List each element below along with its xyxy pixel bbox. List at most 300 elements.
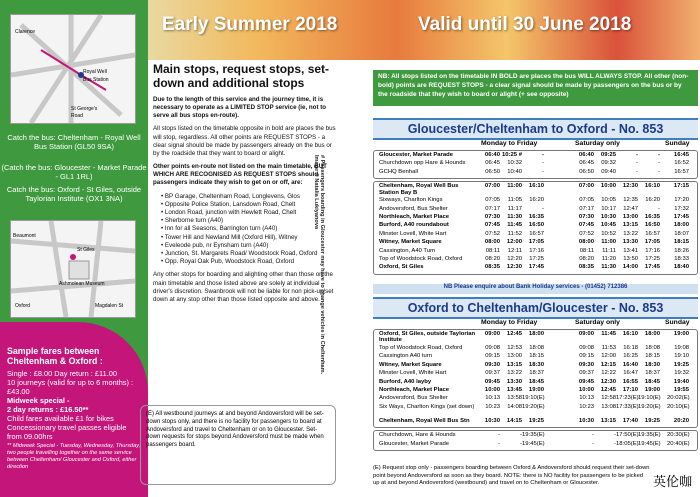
timetable-inbound [373,318,698,453]
time-cell: 16:57 [645,230,660,237]
oxford-map [10,220,136,318]
time-cell: 18:45 [644,378,660,385]
time-cell: 09:45 [578,378,594,385]
time-cell: 18:15 [645,353,660,360]
time-cell: 16:10 [622,331,638,337]
time-cell: 18:37 [645,370,660,377]
stop-name: Churchdown, Hare & Hounds [379,432,456,439]
time-cell: 07:30 [578,213,594,220]
vertical-line: # Passengers boarding in Gloucester may have to change vehicles in Cheltenham. [319,155,325,375]
stop-group [373,329,698,428]
time-cell: 06:40 [484,152,500,158]
time-cell: 19:20(E) [522,403,545,410]
table-row [374,256,697,264]
time-cell: 19:10(E) [522,395,545,402]
time-cell: 12:35 [623,197,638,204]
stop-name: Andoversford, Bus Shelter [379,395,448,402]
time-cell: 10:32 [507,160,522,167]
time-cell: 19:25 [644,417,660,424]
time-cell: 06:45 [579,160,594,167]
season-title: Early Summer 2018 [162,14,338,35]
table-row [374,239,697,247]
time-cell: - [520,432,522,439]
time-cell: 17:50(E) [616,432,639,439]
time-cell: 09:40 [601,168,616,175]
table-row [374,379,697,387]
map-label: Beaumont [13,233,36,239]
table-row [374,231,697,239]
table-row [374,387,697,395]
time-cell: 16:25 [623,353,638,360]
time-cell: 08:00 [484,239,500,246]
stop-name: Burford, A40 layby [379,378,432,385]
time-cell: 16:50 [528,222,544,229]
time-cell: 18:00 [528,331,544,337]
time-cell: 07:45 [484,222,500,229]
stop-name: Cheltenham, Royal Well Bus Station Bay B [379,183,459,196]
time-cell: 10:00 [578,386,594,393]
time-cell: 06:40 [578,152,594,158]
time-cell: 19:00 [644,386,660,393]
time-cell: - [614,440,616,447]
time-cell: 19:10 [674,353,689,360]
time-cell: 09:37 [485,370,500,377]
time-cell: 20:20 [673,417,689,424]
time-cell: 18:33 [674,255,689,262]
time-cell: 09:08 [579,345,594,351]
time-cell: 17:40 [622,417,638,424]
request-stops-list [153,193,339,267]
time-cell: 16:10 [528,183,544,190]
time-cell: 17:16 [529,247,544,254]
cheltenham-stop-text: Catch the bus: Cheltenham - Royal Well Bus Station (GL50 9SA) [7,133,141,152]
time-cell: 11:52 [507,230,522,237]
map-label: Royal Well [83,69,107,75]
time-cell: 11:17 [507,205,522,212]
table-row [374,418,697,426]
driver-discretion: Any other stops for boarding and alighting other than those on the main timetable and those listed above are solely at individual driver's discretion. Swanbrook will not be liable for non pick-up/set down at any stop other than those listed opposite and above. [153,271,334,303]
time-cell: - [542,152,544,158]
time-cell: - [498,440,500,447]
table-row [374,214,697,222]
time-cell: 17:23(E) [616,395,639,402]
time-cell: 18:05(E) [616,440,639,447]
table-row [374,370,697,378]
time-cell: 09:45 [484,378,500,385]
time-cell: 10:30 [484,417,500,424]
time-cell: 17:15 [673,183,689,190]
timetable-outbound [373,139,698,277]
time-cell: 19:40 [673,378,689,385]
time-cell: 18:07 [674,230,689,237]
time-cell: 20:10(E) [667,403,690,410]
fare-line: Concessionary travel passes eligible from 09.00hrs [7,423,127,442]
time-cell: 08:20 [485,255,500,262]
time-cell: 14:00 [622,264,638,271]
time-cell: 09:08 [485,345,500,351]
time-cell: 12:00 [506,239,522,246]
oxford-stop-text: Catch the bus: Oxford - St Giles, outside Taylorian Institute (OX1 3NA) [6,185,142,204]
time-cell: 10:52 [601,230,616,237]
time-cell: 10:13 [485,395,500,402]
time-cell: 18:00 [644,331,660,337]
time-cell: 13:50 [623,255,638,262]
time-cell: - [542,160,544,167]
bank-holiday-note: NB Please enquire about Bank Holiday services - (01452) 712386 [373,284,698,294]
time-cell: 20:30(E) [667,432,690,439]
time-cell: 13:30 [622,239,638,246]
list-item: • Opposite Police Station, Lansdown Road, Chelt [161,201,339,209]
time-cell: 17:16 [645,247,660,254]
time-cell: 19:45(E) [638,440,661,447]
table-row [374,345,697,353]
time-cell: 18:26 [674,247,689,254]
time-cell: 13:00 [622,213,638,220]
time-cell: - [614,432,616,439]
time-cell: 13:15 [622,222,638,229]
time-cell: 17:25 [529,255,544,262]
list-item: • Tower Hill and Newland Mill (Oxford Hill), Witney [161,234,339,242]
time-cell: 11:45 [507,222,522,229]
time-cell: 13:22 [623,230,638,237]
table-row [374,441,697,449]
table-row [374,353,697,361]
stop-name: Top of Woodstock Road, Oxford [379,345,463,351]
time-cell: 18:30 [528,361,544,368]
time-cell: 16:52 [674,160,689,167]
time-cell: 09:00 [484,331,500,337]
time-cell: 17:05 [528,239,544,246]
time-cell: 12:53 [507,345,522,351]
time-cell: 12:47 [623,205,638,212]
time-cell: 10:23 [579,403,594,410]
time-cell: - [542,168,544,175]
vertical-note [313,155,325,415]
time-cell: - [636,160,638,167]
map-graphic [11,15,135,123]
list-item: • Sherborne turn (A40) [161,217,339,225]
time-cell: 16:45 [673,152,689,158]
time-cell: 13:45 [506,386,522,393]
time-cell: 16:57 [674,168,689,175]
time-cell: 12:45 [600,386,616,393]
table-row [374,183,697,197]
time-cell: 12:11 [507,247,522,254]
fare-footnote: ** Midweek Special - Tuesday, Wednesday, Thursday, two people travelling together on the same service between Cheltenham/ Gloucester and Oxford, either direction [7,443,141,470]
stops-bold-info: All stops listed on the timetable opposite in bold are places the bus will stop, regardless. All other points are REQUEST STOPS - a clear signal should be made by passengers already on the bus or by the roadside that they want to board or alight. [153,125,336,157]
time-cell: 10:23 [485,403,500,410]
time-cell: 07:05 [485,197,500,204]
time-cell: - [636,152,638,158]
time-cell: 08:11 [485,247,500,254]
time-cell: 17:45 [644,264,660,271]
time-cell: - [498,432,500,439]
westbound-note: (E) All westbound journeys at and beyond Andoversford will be set-down stops only, and there is no facility for passengers to board at Andoversford and travel to Cheltenham or on to Gloucester. Set-down requests for stops beyond Andoversford must be made when passengers board. [140,405,336,485]
time-cell: 13:30 [506,378,522,385]
time-cell: 19:08 [674,345,689,351]
time-cell: 17:33(E) [616,403,639,410]
table-row [374,264,697,272]
stop-group [373,430,698,451]
stop-name: Cheltenham, Royal Well Bus Stn [379,417,470,424]
stop-name: Oxford, St Giles, outside Taylorian Institute [379,331,476,344]
time-cell: 16:20 [645,197,660,204]
cheltenham-map [10,14,136,124]
time-cell: 06:45 [485,160,500,167]
vertical-credit: Image © Natalia Lukiyanova [313,155,319,230]
list-item: • Inn for all Seasons, Barrington turn (A40) [161,225,339,233]
time-cell: 16:35 [528,213,544,220]
time-cell: 17:20 [674,197,689,204]
time-cell: 07:17 [579,205,594,212]
stops-intro: Due to the length of this service and the journey time, it is necessary to operate as a LIMITED STOP service (ie, not to serve all bus stops en-route). [153,95,327,120]
time-cell: 20:02(E) [667,395,690,402]
time-cell: 13:41 [623,247,638,254]
request-stop-note: (E) Request stop only - passengers boarding between Oxford & Andoversford should request their set-down point beyond Andoversford as soon as they board. NOTE: there is NO facility for passengers to be picked up at and beyond Andoversford (westbound) and travel on to Cheltenham or Gloucester. [373,465,650,487]
map-graphic [11,221,135,317]
time-cell: 19:35(E) [522,432,545,439]
stop-name: Northleach, Market Place [379,213,450,220]
time-cell: 12:30 [506,264,522,271]
col-sunday: Sunday [665,140,690,147]
time-cell: 17:10 [622,386,638,393]
map-label: Oxford [15,303,31,309]
time-cell: 18:15 [529,353,544,360]
map-label: Bus Station [83,77,109,83]
table-row [374,432,697,440]
time-cell: 09:25 [600,152,616,158]
map-label: Road [71,113,83,119]
time-cell: 10:30 [578,417,594,424]
stop-name: Andoversford, Bus Shelter [379,205,448,212]
stop-name: Churchdown opp Hare & Hounds [379,160,466,167]
time-cell: 19:10(E) [638,395,661,402]
validity-title: Valid until 30 June 2018 [418,14,632,35]
time-cell: 11:20 [601,255,616,262]
col-sunday: Sunday [665,319,690,326]
time-cell: - [658,168,660,175]
table-row [374,169,697,177]
time-cell: 13:22 [507,370,522,377]
time-cell: - [658,152,660,158]
time-cell: 16:10 [644,183,660,190]
column-headers [373,139,698,150]
time-cell: 19:45(E) [522,440,545,447]
time-cell: 16:55 [622,378,638,385]
time-cell: 07:05 [579,197,594,204]
stop-name: Northleach, Market Place [379,386,450,393]
time-cell: 12:30 [600,378,616,385]
time-cell: 19:25 [528,417,544,424]
col-saturday: Saturday only [575,140,620,147]
time-cell: 13:08 [601,403,616,410]
time-cell: 16:57 [529,230,544,237]
time-cell: 09:32 [601,160,616,167]
stop-name: Witney, Market Square [379,239,442,246]
fare-line: Midweek special - [7,396,70,406]
time-cell: 10:30 [600,213,616,220]
time-cell: 11:53 [601,345,616,351]
time-cell: 13:15 [506,361,522,368]
time-cell: 09:30 [484,361,500,368]
stop-name: Gloucester, Market Parade [379,152,453,158]
map-label: Ashmolean Museum [59,281,105,287]
stop-name: Minster Lovell, White Hart [379,230,447,237]
time-cell: 18:30 [644,361,660,368]
list-item: • Junction, St. Margarets Road/ Woodstock Road, Oxford [161,250,339,258]
nb-banner: NB: All stops listed on the timetable IN BOLD are places the bus WILL ALWAYS STOP. All other (non-bold) points are REQUEST STOPS - a clear signal should be made by passengers on the bus or by the roadside that they wish to board or alight (+ see opposite) [373,70,698,106]
stop-name: Gloucester, Market Parade [379,440,450,447]
time-cell: 16:20 [529,197,544,204]
time-cell: 11:30 [601,264,616,271]
list-item: • BP Garage, Cheltenham Road, Longlevens, Glos [161,193,339,201]
time-cell: 19:00 [528,386,544,393]
stop-group [373,150,698,179]
time-cell: 13:15 [600,417,616,424]
time-cell: 06:50 [485,168,500,175]
time-cell: 11:00 [601,239,616,246]
fare-line: Single : £8.00 Day return : £11.00 [7,369,117,379]
map-label: St Giles [77,247,95,253]
table-row [374,331,697,345]
time-cell: 16:50 [644,222,660,229]
header-banner [148,0,700,60]
request-stops-intro: Other points en-route not listed on the main timetable, BUT WHICH ARE RECOGNISED AS REQUEST STOPS should passengers indicate they wish to get on or off, are: [153,163,327,187]
time-cell: 14:15 [506,417,522,424]
time-cell: 16:18 [623,345,638,351]
col-mon-fri: Monday to Friday [481,319,538,326]
table-row [374,222,697,230]
logo: 英伦咖 [653,474,693,489]
time-cell: 07:52 [579,230,594,237]
time-cell: 10:40 [507,168,522,175]
time-cell: 13:00 [507,353,522,360]
stop-name: GCHQ Benhall [379,168,418,175]
time-cell: 06:50 [579,168,594,175]
map-label: Magdalen St [95,303,124,309]
col-saturday: Saturday only [575,319,620,326]
timetable-title-outbound: Gloucester/Cheltenham to Oxford - No. 853 [373,118,698,140]
time-cell: - [542,205,544,212]
timetable-title-inbound: Oxford to Cheltenham/Gloucester - No. 853 [373,297,698,319]
list-item: • London Road, junction with Hewlett Road, Chelt [161,209,339,217]
time-cell: 08:35 [484,264,500,271]
table-row [374,206,697,214]
time-cell: 07:17 [485,205,500,212]
time-cell: 18:00 [673,222,689,229]
time-cell: 11:00 [507,183,522,190]
stop-name: Cassington, A40 Turn [379,247,436,254]
time-cell: 07:00 [578,183,594,190]
time-cell: 08:11 [579,247,594,254]
fare-line: 10 journeys (valid for up to 6 months) : £43.00 [7,378,134,397]
time-cell: 08:00 [578,239,594,246]
time-cell: 18:37 [529,370,544,377]
table-row [374,395,697,403]
time-cell: 18:08 [529,345,544,351]
stop-name: Oxford, St Giles [379,264,424,271]
time-cell: 16:40 [622,361,638,368]
time-cell: 13:58 [507,395,522,402]
time-cell: 09:37 [579,370,594,377]
table-row [374,152,697,160]
time-cell: 19:00 [673,331,689,337]
stop-name: Minster Lovell, White Hart [379,370,447,377]
time-cell: 08:20 [579,255,594,262]
time-cell: 16:47 [623,370,638,377]
time-cell: 18:45 [528,378,544,385]
time-cell: 10:00 [484,386,500,393]
list-item: • Eveleode pub, nr Eynsham turn (A40) [161,242,339,250]
time-cell: 10:17 [601,205,616,212]
time-cell: 14:08 [507,403,522,410]
fares-title: Sample fares between Cheltenham & Oxford : [7,346,103,367]
stops-info [153,62,339,309]
stop-name: Burford, A40 roundabout [379,222,449,229]
time-cell: 12:15 [600,361,616,368]
time-cell: - [592,440,594,447]
stop-name: Witney, Market Square [379,361,442,368]
time-cell: 12:30 [622,183,638,190]
time-cell: 11:45 [601,331,616,337]
table-row [374,248,697,256]
fare-line: Child fares available £1 for bikes [7,414,114,424]
column-headers [373,318,698,329]
time-cell: - [658,160,660,167]
stops-heading: Main stops, request stops, set-down and additional stops [153,62,330,91]
time-cell: 11:11 [602,247,616,254]
stop-name: Six Ways, Charlton Kings (set down) [379,403,475,410]
time-cell: 11:05 [507,197,522,204]
time-cell: 17:45 [673,213,689,220]
time-cell: 10:13 [579,395,594,402]
table-row [374,197,697,205]
stop-name: Cassington A40 turn [379,353,433,360]
stop-name: Top of Woodstock Road, Oxford [379,255,463,262]
time-cell: 09:15 [579,353,594,360]
time-cell: 11:30 [507,213,522,220]
table-row [374,160,697,168]
time-cell: 12:58 [601,395,616,402]
time-cell: 10:25 # [502,152,522,158]
stop-name: Sixways, Charlton Kings [379,197,443,204]
time-cell: 17:32 [674,205,689,212]
time-cell: 08:35 [578,264,594,271]
stop-group [373,181,698,275]
time-cell: 10:05 [601,197,616,204]
time-cell: 18:08 [645,345,660,351]
time-cell: 09:30 [578,361,594,368]
time-cell: 19:25 [673,361,689,368]
time-cell: 12:00 [601,353,616,360]
time-cell: 07:30 [484,213,500,220]
time-cell: 17:05 [644,239,660,246]
list-item: • Opp. Royal Oak Pub, Woodstock Road, Oxford [161,258,339,266]
fare-line: 2 day returns : £16.50** [7,405,89,415]
time-cell: - [658,205,660,212]
time-cell: 18:40 [673,264,689,271]
gloucester-stop-text: (Catch the bus: Gloucester - Market Parade - GL1 1RL) [1,163,147,182]
time-cell: 12:22 [601,370,616,377]
time-cell: 10:45 [600,222,616,229]
col-mon-fri: Monday to Friday [481,140,538,147]
time-cell: 09:15 [485,353,500,360]
time-cell: 17:45 [528,264,544,271]
time-cell: 12:20 [507,255,522,262]
time-cell: 07:45 [578,222,594,229]
time-cell: 09:00 [578,331,594,337]
time-cell: 12:45 [506,331,522,337]
